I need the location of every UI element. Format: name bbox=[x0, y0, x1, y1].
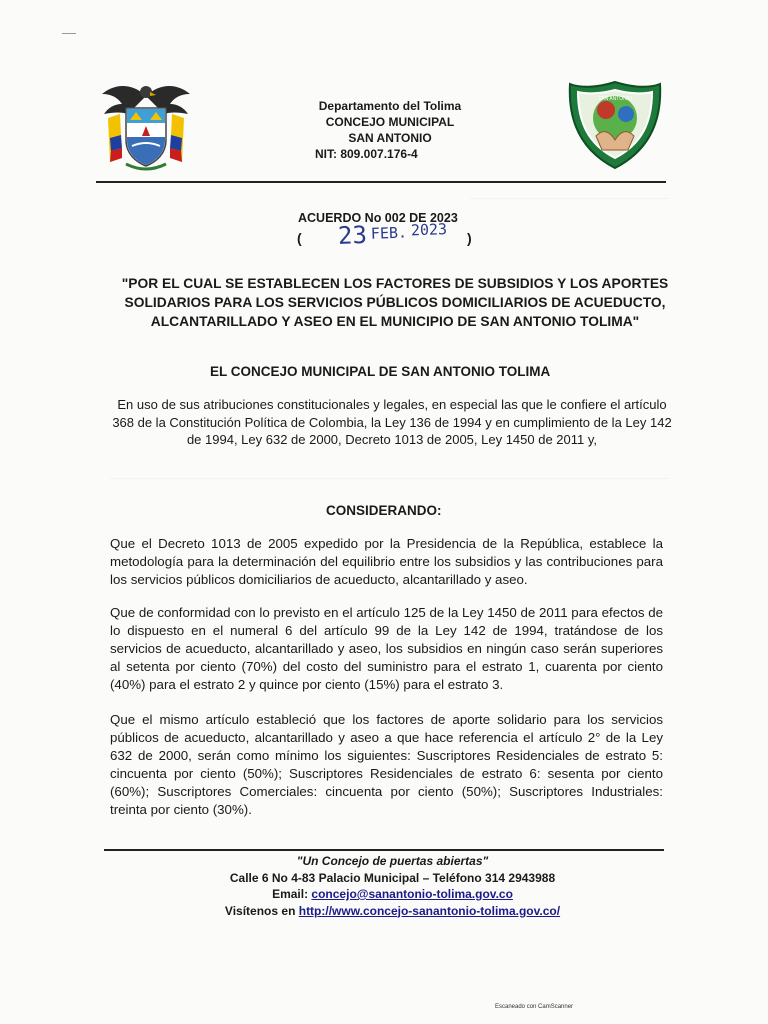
considerando-paragraph-3: Que el mismo artículo estableció que los factores de aporte solidario para los servicios públicos de acueducto, alcantarillado y aseo a que hace referencia el artículo 2° de la Ley 632 de 2000, serán como mínimo los siguientes: Suscriptores Residenciales de estrato 5: cincuenta por ciento (50%); Suscriptores Residenciales de estrato 6: sesenta por ciento (60%); Suscriptores Comerciales: cincuenta por ciento (50%); Suscriptores Industriales: treinta por ciento (30%). bbox=[110, 712, 663, 817]
date-year: 2023 bbox=[410, 220, 448, 240]
open-paren: ( bbox=[297, 230, 302, 246]
footer-address: Calle 6 No 4-83 Palacio Municipal – Teléfono 314 2943988 bbox=[229, 870, 556, 885]
footer-motto: "Un Concejo de puertas abiertas" bbox=[296, 854, 489, 868]
footer-divider bbox=[104, 849, 664, 851]
shield-text: SAN ANTONIO bbox=[597, 96, 633, 102]
date-day: 23 bbox=[337, 220, 368, 250]
web-label: Visítenos en bbox=[224, 903, 299, 918]
issuing-entity: EL CONCEJO MUNICIPAL DE SAN ANTONIO TOLIMA bbox=[210, 364, 551, 379]
email-link[interactable]: concejo@sanantonio-tolima.gov.co bbox=[311, 887, 513, 901]
footer-email-line bbox=[200, 886, 585, 903]
municipal-council-shield-icon bbox=[566, 80, 664, 170]
close-paren: ) bbox=[467, 230, 472, 246]
department-name: Departamento del Tolima bbox=[318, 99, 462, 113]
date-month: FEB. bbox=[370, 223, 408, 243]
email-label: Email: bbox=[272, 887, 312, 901]
scanner-watermark: Escaneado con CamScanner bbox=[495, 1004, 574, 1010]
bleed-through bbox=[110, 478, 670, 479]
bleed-through bbox=[470, 198, 670, 199]
date-stamp bbox=[338, 218, 448, 250]
agreement-title: "POR EL CUAL SE ESTABLECEN LOS FACTORES DE SUBSIDIOS Y LOS APORTES SOLIDARIOS PARA LOS SERVICIOS PÚBLICOS DOMICILIARIOS DE ACUEDUCTO, ALCANTARILLADO Y ASEO EN EL MUNICIPIO DE SAN ANTONIO TOLIMA" bbox=[121, 276, 669, 329]
preamble: En uso de sus atribuciones constitucionales y legales, en especial las que le confiere el artículo 368 de la Constitución Política de Colombia, la Ley 136 de 1994 y en cumplimiento de la Ley 142 de 1994, Ley 632 de 2000, Decreto 1013 de 2005, Ley 1450 de 2011 y, bbox=[112, 397, 672, 447]
scan-mark bbox=[62, 33, 76, 34]
considerando-heading: CONSIDERANDO: bbox=[326, 503, 442, 518]
colombia-coat-of-arms-icon bbox=[96, 78, 196, 174]
footer bbox=[200, 853, 585, 919]
council-name: CONCEJO MUNICIPAL bbox=[325, 115, 455, 129]
municipality-name: SAN ANTONIO bbox=[348, 131, 432, 145]
letterhead bbox=[300, 98, 480, 162]
footer-web-line bbox=[200, 903, 585, 920]
header-divider bbox=[96, 181, 666, 183]
agreement-number: ACUERDO No 002 DE 2023 bbox=[298, 211, 458, 225]
considerando-paragraph-2: Que de conformidad con lo previsto en el artículo 125 de la Ley 1450 de 2011 para efectos de lo dispuesto en el numeral 6 del artículo 99 de la Ley 142 de 1994, tratándose de los servicios de acueducto, alcantarillado y aseo, los subsidios en ningún caso serán superiores al setenta por ciento (70%) del costo del suministro para el estrato 1, cuarenta por ciento (40%) para el estrato 2 y quince por ciento (15%) para el estrato 3. bbox=[110, 605, 663, 692]
nit-number: NIT: 809.007.176-4 bbox=[315, 147, 418, 161]
website-link[interactable]: http://www.concejo-sanantonio-tolima.gov.co/ bbox=[298, 903, 561, 918]
considerando-paragraph-1: Que el Decreto 1013 de 2005 expedido por la Presidencia de la República, establece la metodología para la determinación del equilibrio entre los subsidios y las contribuciones para los servicios públicos domiciliarios de acueducto, alcantarillado y aseo. bbox=[110, 536, 663, 587]
